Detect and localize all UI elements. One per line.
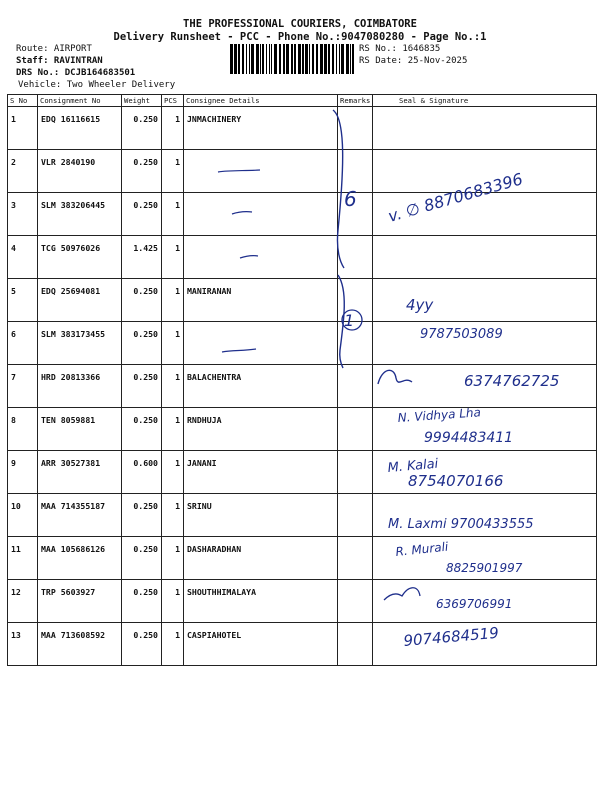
barcode-bar	[238, 44, 240, 74]
row-pcs: 1	[162, 494, 184, 537]
row-sno: 2	[8, 150, 38, 193]
col-remarks: Remarks	[338, 95, 373, 107]
barcode-bar	[336, 44, 337, 74]
route-info: Route: AIRPORT	[16, 44, 92, 54]
row-pcs: 1	[162, 451, 184, 494]
barcode-bar	[279, 44, 281, 74]
row-pcs: 1	[162, 408, 184, 451]
row-consignment: MAA 713608592	[38, 623, 122, 666]
row-pcs: 1	[162, 107, 184, 150]
row-consignment: MAA 714355187	[38, 494, 122, 537]
row-remarks	[338, 107, 373, 150]
signature-2: 4yy	[406, 296, 434, 314]
company-name: THE PROFESSIONAL COURIERS, COIMBATORE	[183, 18, 417, 30]
barcode-bar	[251, 44, 254, 74]
barcode-bar	[298, 44, 301, 74]
row-consignment: MAA 105686126	[38, 537, 122, 580]
row-consignment: TEN 8059881	[38, 408, 122, 451]
table-row	[8, 150, 597, 193]
signature-13: 9074684519	[402, 623, 500, 650]
barcode-bar	[269, 44, 270, 74]
col-consignment: Consignment No	[38, 95, 122, 107]
barcode-bar	[346, 44, 349, 74]
barcode-bar	[262, 44, 264, 74]
row-seal	[373, 322, 597, 365]
row-weight: 0.600	[122, 451, 162, 494]
row-remarks	[338, 580, 373, 623]
col-seal: Seal & Signature	[373, 95, 597, 107]
row-consignment: SLM 383206445	[38, 193, 122, 236]
barcode-bar	[332, 44, 334, 74]
barcode-bar	[249, 44, 250, 74]
row-seal	[373, 236, 597, 279]
runsheet-title: Delivery Runsheet - PCC - Phone No.:9047080280 - Page No.:1	[113, 31, 487, 43]
barcode-bar	[291, 44, 293, 74]
row-consignee: SRINU	[184, 494, 338, 537]
row-remarks	[338, 365, 373, 408]
barcode-bar	[294, 44, 296, 74]
barcode-bar	[230, 44, 233, 74]
row-pcs: 1	[162, 580, 184, 623]
row-remarks	[338, 494, 373, 537]
table-row	[8, 279, 597, 322]
row-weight: 0.250	[122, 107, 162, 150]
barcode	[230, 44, 356, 74]
row-consignment: ARR 30527381	[38, 451, 122, 494]
row-pcs: 1	[162, 537, 184, 580]
row-sno: 10	[8, 494, 38, 537]
row-seal	[373, 365, 597, 408]
table-row	[8, 537, 597, 580]
row-consignee: MANIRANAN	[184, 279, 338, 322]
barcode-bar	[234, 44, 237, 74]
row-sno: 5	[8, 279, 38, 322]
barcode-bar	[312, 44, 314, 74]
signature-5: N. Vidhya Lha	[397, 405, 482, 425]
row-consignee: DASHARADHAN	[184, 537, 338, 580]
row-consignee: RNDHUJA	[184, 408, 338, 451]
signature-11: 8825901997	[446, 561, 523, 575]
barcode-bar	[242, 44, 244, 74]
signature-12: 6369706991	[436, 597, 513, 611]
row-remarks	[338, 150, 373, 193]
barcode-bar	[352, 44, 354, 74]
row-pcs: 1	[162, 623, 184, 666]
barcode-bar	[274, 44, 277, 74]
col-pcs: PCS	[162, 95, 184, 107]
row-weight: 0.250	[122, 279, 162, 322]
row-consignee: CASPIAHOTEL	[184, 623, 338, 666]
row-consignment: TRP 5603927	[38, 580, 122, 623]
row-weight: 0.250	[122, 623, 162, 666]
signature-10: R. Murali	[394, 539, 449, 559]
row-weight: 0.250	[122, 365, 162, 408]
row-consignment: EDQ 16116615	[38, 107, 122, 150]
row-sno: 11	[8, 537, 38, 580]
row-remarks	[338, 279, 373, 322]
row-sno: 4	[8, 236, 38, 279]
col-weight: Weight	[122, 95, 162, 107]
barcode-bar	[305, 44, 308, 74]
table-row	[8, 580, 597, 623]
row-remarks	[338, 408, 373, 451]
row-consignee	[184, 150, 338, 193]
table-row	[8, 322, 597, 365]
row-seal	[373, 107, 597, 150]
barcode-bar	[302, 44, 304, 74]
table-row	[8, 365, 597, 408]
row-sno: 7	[8, 365, 38, 408]
signature-4: 6374762725	[464, 372, 560, 390]
row-sno: 9	[8, 451, 38, 494]
row-seal	[373, 279, 597, 322]
row-weight: 0.250	[122, 193, 162, 236]
row-consignee: SHOUTHHIMALAYA	[184, 580, 338, 623]
signature-1: v. ∅ 8870683396	[385, 169, 525, 226]
barcode-bar	[339, 44, 340, 74]
row-sno: 12	[8, 580, 38, 623]
table-row	[8, 236, 597, 279]
row-consignee: BALACHENTRA	[184, 365, 338, 408]
table-row	[8, 623, 597, 666]
row-weight: 1.425	[122, 236, 162, 279]
row-remarks	[338, 451, 373, 494]
barcode-bar	[246, 44, 247, 74]
row-consignee: JNMACHINERY	[184, 107, 338, 150]
runsheet-table	[7, 94, 597, 666]
rs-date: RS Date: 25-Nov-2025	[359, 56, 468, 66]
row-sno: 13	[8, 623, 38, 666]
signature-8: 8754070166	[408, 472, 504, 490]
barcode-bar	[266, 44, 267, 74]
table-row	[8, 107, 597, 150]
barcode-bar	[328, 44, 330, 74]
row-remarks	[338, 537, 373, 580]
table-row	[8, 193, 597, 236]
table-row	[8, 408, 597, 451]
rs-number: RS No.: 1646835	[359, 44, 441, 54]
barcode-bar	[350, 44, 351, 74]
signature-6: 9994483411	[424, 430, 514, 446]
row-seal	[373, 537, 597, 580]
row-consignee: JANANI	[184, 451, 338, 494]
barcode-bar	[286, 44, 289, 74]
row-weight: 0.250	[122, 494, 162, 537]
row-pcs: 1	[162, 236, 184, 279]
row-consignment: TCG 50976026	[38, 236, 122, 279]
staff-info: Staff: RAVINTRAN	[16, 56, 103, 66]
row-weight: 0.250	[122, 537, 162, 580]
drs-number: DRS No.: DCJB164683501	[16, 68, 136, 78]
row-remarks	[338, 623, 373, 666]
row-pcs: 1	[162, 365, 184, 408]
remark-mark-a: 6	[344, 187, 357, 211]
row-pcs: 1	[162, 193, 184, 236]
signature-7: M. Kalai	[387, 456, 439, 476]
vehicle-info: Vehicle: Two Wheeler Delivery	[18, 80, 176, 90]
col-sno: S No	[8, 95, 38, 107]
table-row	[8, 451, 597, 494]
remark-mark-b: 1	[344, 311, 355, 330]
row-consignee	[184, 322, 338, 365]
signature-3: 9787503089	[420, 327, 503, 342]
barcode-bar	[271, 44, 272, 74]
row-seal	[373, 408, 597, 451]
barcode-bar	[309, 44, 310, 74]
row-seal	[373, 580, 597, 623]
row-consignee	[184, 193, 338, 236]
row-sno: 8	[8, 408, 38, 451]
row-sno: 6	[8, 322, 38, 365]
row-seal	[373, 150, 597, 193]
row-remarks	[338, 236, 373, 279]
row-weight: 0.250	[122, 580, 162, 623]
row-consignment: EDQ 25694081	[38, 279, 122, 322]
row-consignment: VLR 2840190	[38, 150, 122, 193]
col-consignee: Consignee Details	[184, 95, 338, 107]
row-seal	[373, 494, 597, 537]
row-weight: 0.250	[122, 408, 162, 451]
row-consignment: SLM 383173455	[38, 322, 122, 365]
row-sno: 1	[8, 107, 38, 150]
row-seal	[373, 623, 597, 666]
barcode-bar	[316, 44, 318, 74]
row-consignee	[184, 236, 338, 279]
row-remarks	[338, 193, 373, 236]
table-header	[8, 95, 597, 107]
row-weight: 0.250	[122, 322, 162, 365]
barcode-bar	[283, 44, 285, 74]
row-consignment: HRD 20813366	[38, 365, 122, 408]
row-seal	[373, 451, 597, 494]
barcode-bar	[260, 44, 261, 74]
barcode-bar	[341, 44, 344, 74]
row-pcs: 1	[162, 322, 184, 365]
row-weight: 0.250	[122, 150, 162, 193]
row-remarks	[338, 322, 373, 365]
signature-9: M. Laxmi 9700433555	[388, 517, 534, 532]
row-pcs: 1	[162, 150, 184, 193]
barcode-bar	[324, 44, 327, 74]
barcode-bar	[320, 44, 323, 74]
table-row	[8, 494, 597, 537]
row-sno: 3	[8, 193, 38, 236]
row-seal	[373, 193, 597, 236]
row-pcs: 1	[162, 279, 184, 322]
barcode-bar	[256, 44, 259, 74]
